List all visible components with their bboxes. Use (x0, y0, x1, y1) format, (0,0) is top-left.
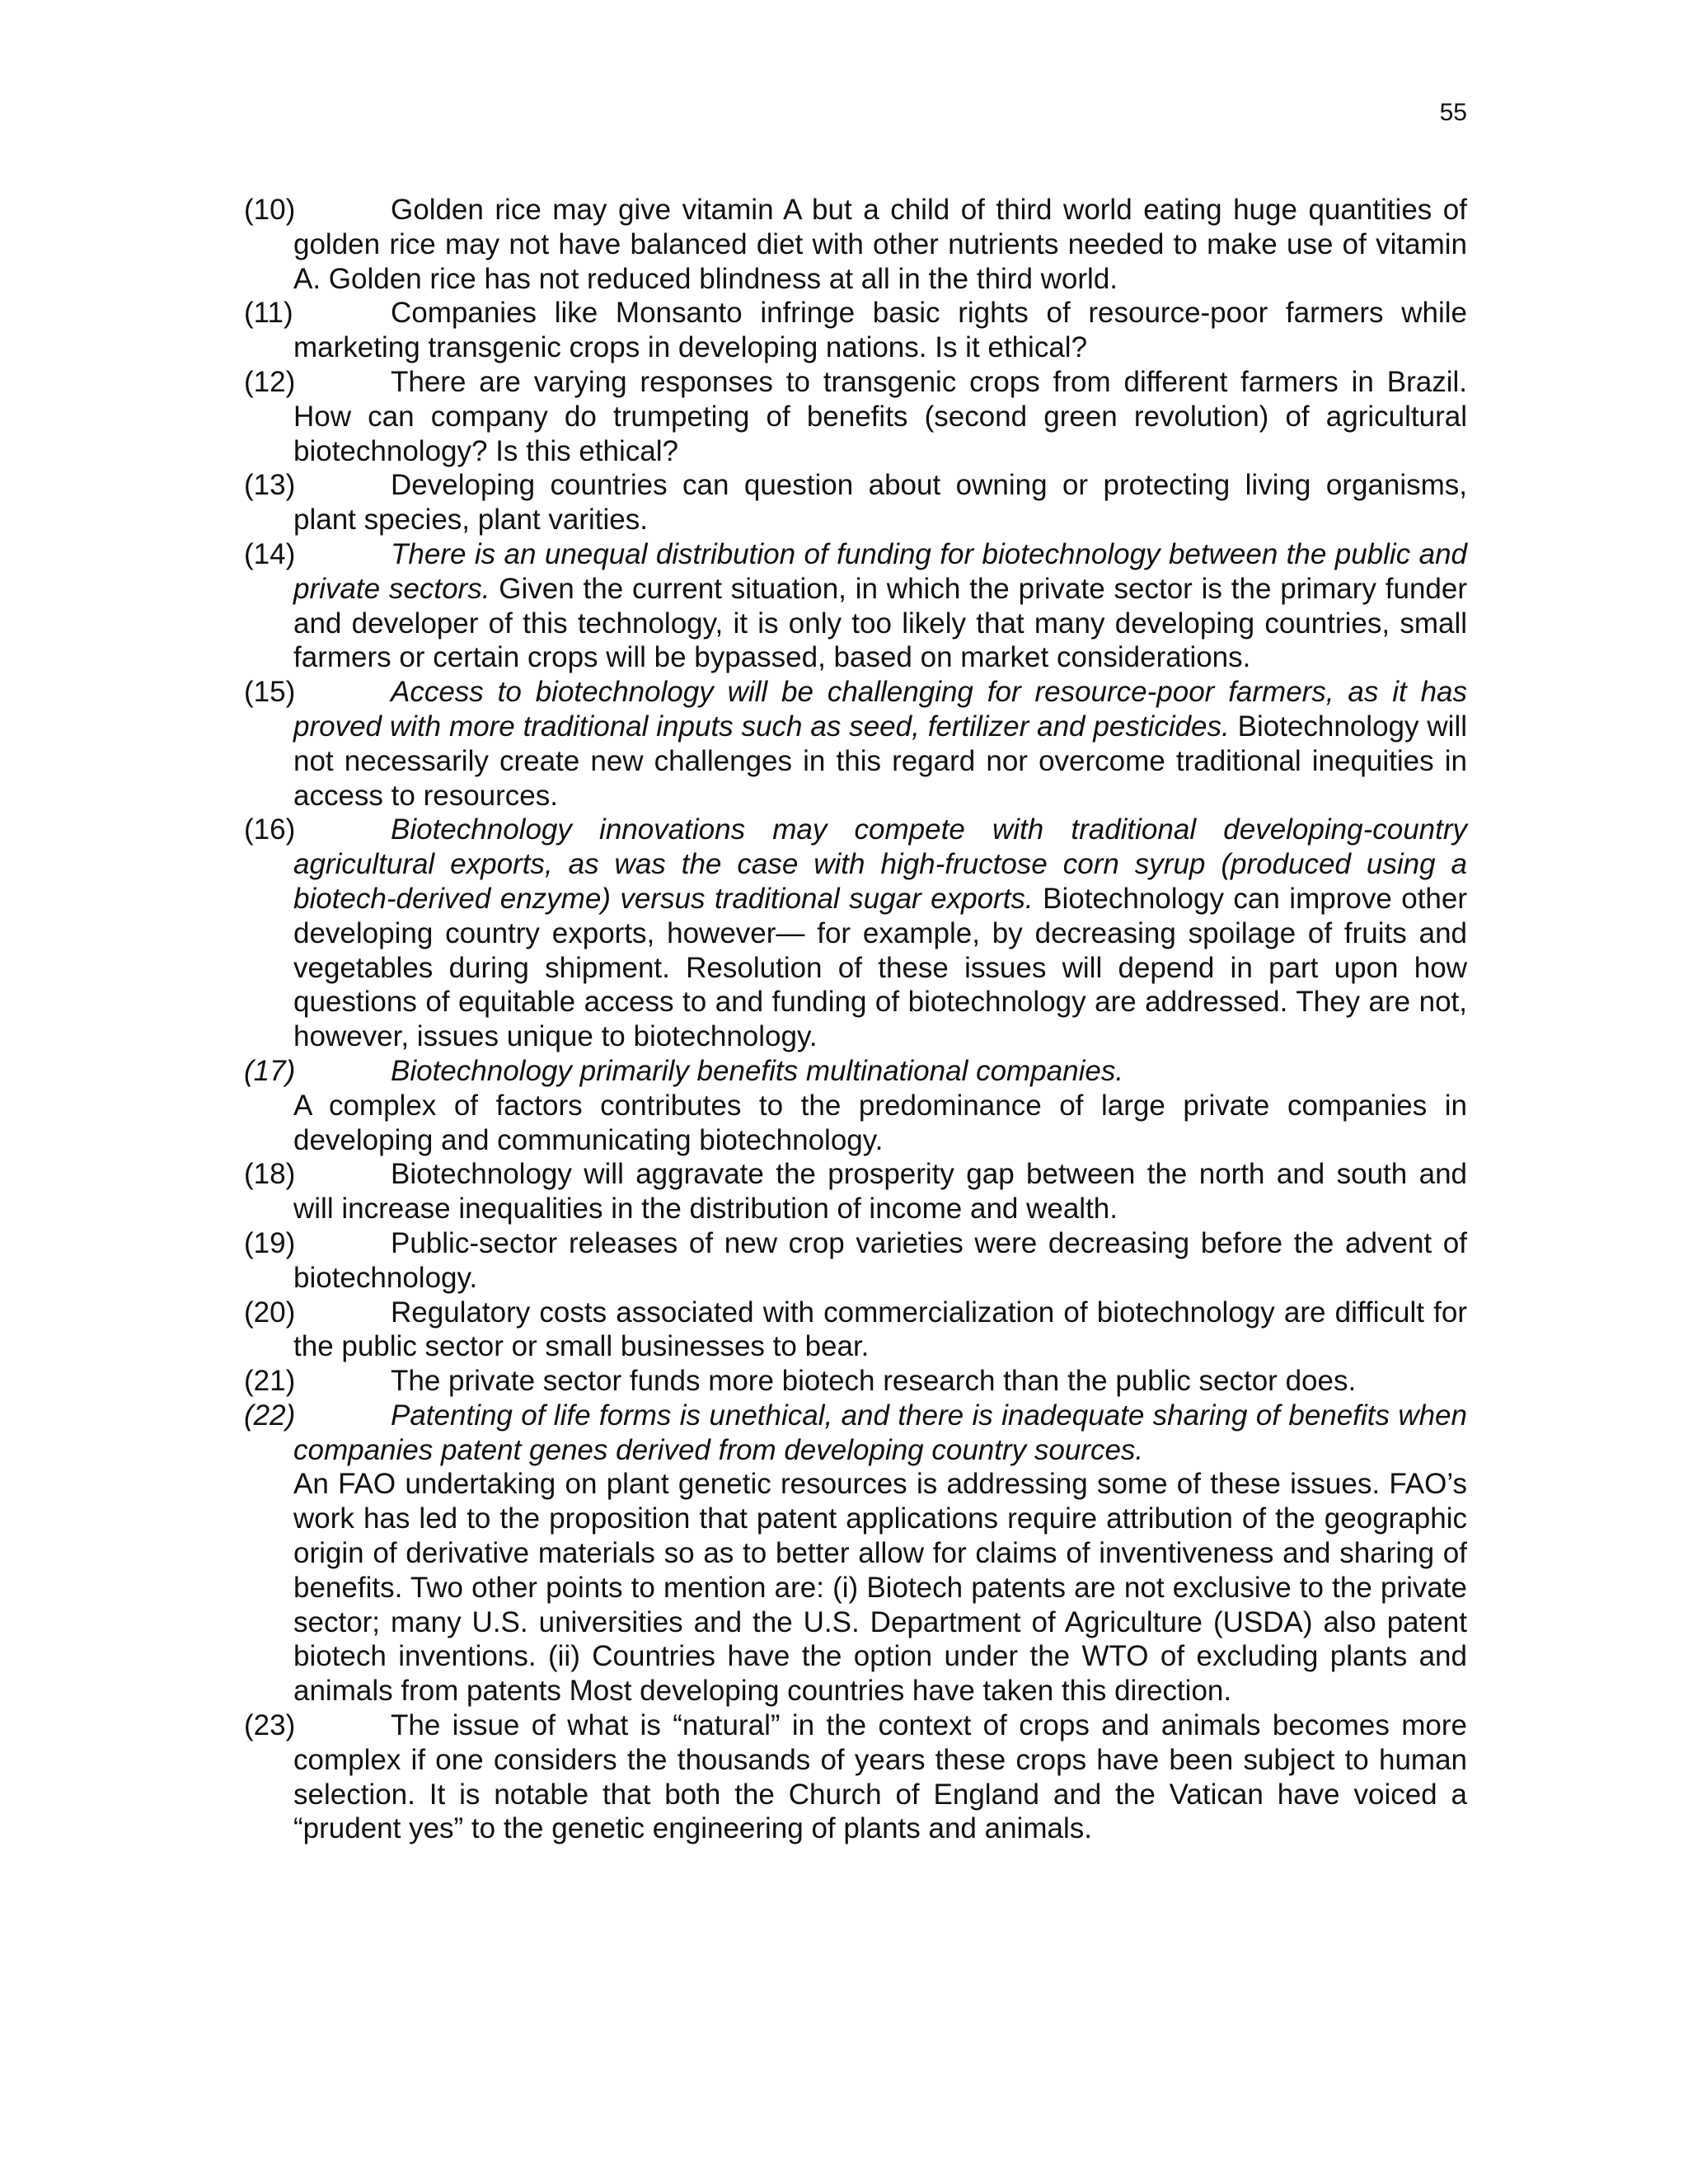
list-item (244, 296, 1467, 365)
list-item (244, 1708, 1467, 1846)
item-text: Biotechnology can improve other developing country exports, however— for example, by decreasing spoilage of fruits and vegetables during shipment. Resolution of these issues will depend in part upon how questions of equitable access to and funding of biotechnology are addressed. They are not, however, issues unique to biotechnology. (293, 882, 1468, 1053)
item-number: (22) (244, 1399, 296, 1432)
item-paragraph (244, 1399, 1467, 1468)
list-item (244, 537, 1467, 675)
item-text: Regulatory costs associated with commercialization of biotechnology are difficult for the public sector or small businesses to bear. (293, 1296, 1467, 1363)
item-lead-italic: Biotechnology primarily benefits multinational companies. (391, 1054, 1124, 1087)
item-paragraph (244, 1157, 1467, 1226)
item-paragraph (244, 1054, 1467, 1089)
item-paragraph (244, 1708, 1467, 1846)
item-text: Developing countries can question about owning or protecting living organisms, plant species, plant varities. (293, 469, 1467, 537)
list-item (244, 193, 1467, 296)
item-text: Given the current situation, in which the private sector is the primary funder and developer of this technology, it is only too likely that many developing countries, small farmers or certain crops will be bypassed, based on market considerations. (293, 572, 1468, 674)
item-lead-italic: Patenting of life forms is unethical, and there is inadequate sharing of benefits when companies patent genes derived from developing country sources. (293, 1399, 1467, 1466)
item-paragraph (244, 537, 1467, 675)
list-item (244, 365, 1467, 468)
item-number: (10) (244, 194, 296, 226)
item-paragraph (244, 193, 1467, 296)
list-item (244, 1157, 1467, 1226)
item-paragraph (244, 296, 1467, 365)
page-number: 55 (1439, 99, 1467, 126)
item-number: (23) (244, 1709, 296, 1742)
item-lead-italic: There is an unequal distribution of funding for biotechnology between the public and private sectors. (293, 537, 1467, 605)
list-item (244, 1226, 1467, 1296)
item-paragraph (244, 813, 1467, 1054)
item-text: Golden rice may give vitamin A but a child of third world eating huge quantities of golden rice may not have balanced diet with other nutrients needed to make use of vitamin A. Golden rice has not reduced blindness at all in the third world. (293, 194, 1467, 295)
item-number: (11) (244, 297, 293, 330)
list-item (244, 813, 1467, 1054)
item-text: Biotechnology will not necessarily create new challenges in this regard nor overcome traditional inequities in access to resources. (293, 710, 1467, 812)
item-paragraph (244, 365, 1467, 468)
item-text: There are varying responses to transgenic crops from different farmers in Brazil. How can company do trumpeting of benefits (second green revolution) of agricultural biotechnology? Is this ethical? (293, 365, 1467, 467)
item-text: Companies like Monsanto infringe basic rights of resource-poor farmers while marketing transgenic crops in developing nations. Is it ethical? (293, 297, 1467, 364)
item-number: (13) (244, 469, 296, 502)
item-number: (14) (244, 537, 296, 570)
numbered-list (244, 193, 1467, 1846)
item-lead-italic: Access to biotechnology will be challenging for resource-poor farmers, as it has proved with more traditional inputs such as seed, fertilizer and pesticides. (293, 676, 1467, 743)
item-paragraph (244, 1296, 1467, 1365)
item-paragraph (244, 675, 1467, 813)
item-paragraph (244, 1364, 1467, 1399)
item-number: (18) (244, 1158, 296, 1191)
item-continuation: A complex of factors contributes to the predominance of large private companies in developing and communicating biotechnology. (293, 1089, 1467, 1156)
item-number: (19) (244, 1226, 296, 1259)
list-item (244, 1296, 1467, 1365)
list-item (244, 1054, 1467, 1157)
list-item (244, 1399, 1467, 1708)
item-paragraph (244, 468, 1467, 537)
item-number: (16) (244, 813, 296, 846)
item-lead-italic: Biotechnology innovations may compete with traditional developing-country agricultural exports, as was the case with high-fructose corn syrup (produced using a biotech-derived enzyme) versus traditional sugar exports. (293, 813, 1467, 915)
list-item (244, 675, 1467, 813)
item-text: The private sector funds more biotech research than the public sector does. (391, 1365, 1357, 1398)
item-text: The issue of what is “natural” in the context of crops and animals becomes more complex if one considers the thousands of years these crops have been subject to human selection. It is notable that both the Church of England and the Vatican have voiced a “prudent yes” to the genetic engineering of plants and animals. (293, 1709, 1467, 1845)
item-number: (20) (244, 1296, 296, 1329)
item-number: (17) (244, 1054, 296, 1087)
item-number: (21) (244, 1365, 296, 1398)
item-continuation: An FAO undertaking on plant genetic resources is addressing some of these issues. FAO’s work has led to the proposition that patent applications require attribution of the geographic origin of derivative materials so as to better allow for claims of inventiveness and sharing of benefits. Two other points to mention are: (i) Biotech patents are not exclusive to the private sector; many U.S. universities and the U.S. Department of Agriculture (USDA) also patent biotech inventions. (ii) Countries have the option under the WTO of excluding plants and animals from patents Most developing countries have taken this direction. (293, 1468, 1467, 1708)
list-item (244, 1364, 1467, 1399)
item-text: Public-sector releases of new crop varieties were decreasing before the advent of biotechnology. (293, 1226, 1467, 1294)
list-item (244, 468, 1467, 537)
item-number: (15) (244, 676, 296, 709)
item-number: (12) (244, 365, 296, 398)
item-paragraph (244, 1226, 1467, 1296)
item-text: Biotechnology will aggravate the prosperity gap between the north and south and will increase inequalities in the distribution of income and wealth. (293, 1158, 1467, 1226)
